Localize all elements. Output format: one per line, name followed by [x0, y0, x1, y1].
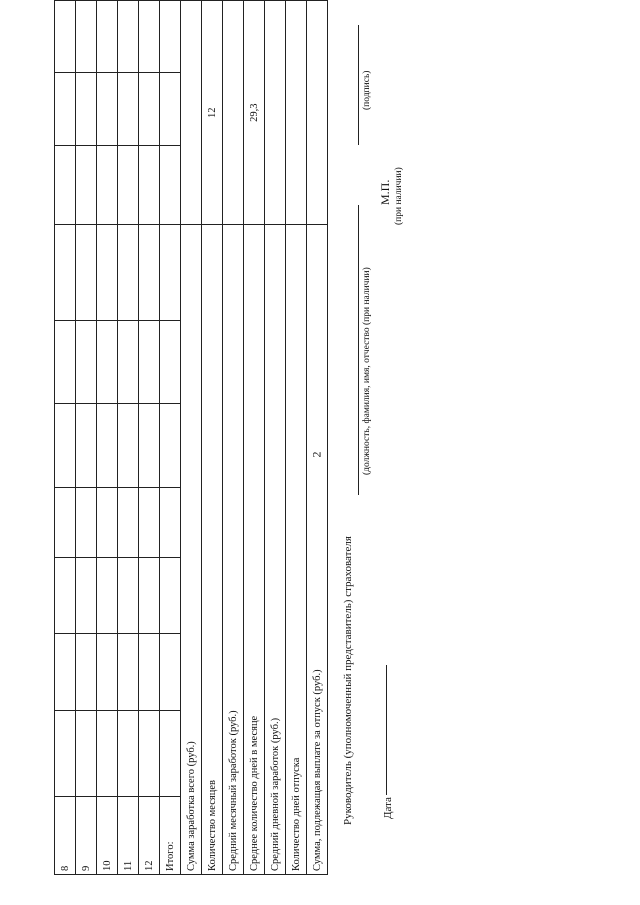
summary-value [286, 1, 307, 225]
summary-label: Средний дневной заработок (руб.) [265, 225, 286, 875]
summary-label: Сумма заработка всего (руб.) [181, 225, 202, 875]
summary-label: Средний месячный заработок (руб.) [223, 225, 244, 875]
month-cell: 8 [55, 796, 76, 874]
date-line [386, 665, 387, 795]
stamp-caption: (при наличии) [394, 167, 404, 225]
position-caption: (должность, фамилия, имя, отчество (при наличии) [362, 267, 372, 475]
month-cell: 11 [118, 796, 139, 874]
signature-caption: (подпись) [362, 70, 372, 110]
position-line [358, 205, 359, 495]
summary-value: 12 [202, 1, 223, 225]
total-row [160, 1, 181, 875]
summary-value [307, 1, 328, 225]
summary-label: Количество дней отпуска [286, 225, 307, 875]
summary-value [223, 1, 244, 225]
month-cell: 12 [139, 796, 160, 874]
earnings-table [54, 0, 328, 875]
summary-label: Среднее количество дней в месяце [244, 225, 265, 875]
signer-title: Руководитель (уполномоченный представитель) страхователя [342, 536, 354, 825]
summary-row [223, 1, 244, 875]
summary-row [265, 1, 286, 875]
summary-row [307, 1, 328, 875]
table-row [118, 1, 139, 875]
page-number: 2 [309, 451, 324, 458]
month-cell: 10 [97, 796, 118, 874]
summary-row [202, 1, 223, 875]
total-label: Итого: [160, 796, 181, 874]
stamp-label: М.П. [378, 179, 392, 205]
summary-row [286, 1, 307, 875]
signature-line [358, 25, 359, 145]
summary-row [244, 1, 265, 875]
table-row [97, 1, 118, 875]
table-row [139, 1, 160, 875]
summary-row [181, 1, 202, 875]
summary-value [181, 1, 202, 225]
table-row [55, 1, 76, 875]
month-cell: 9 [76, 796, 97, 874]
summary-label: Сумма, подлежащая выплате за отпуск (руб.) [307, 225, 328, 875]
summary-value: 29,3 [244, 1, 265, 225]
summary-label: Количество месяцев [202, 225, 223, 875]
summary-value [265, 1, 286, 225]
date-label: Дата [382, 797, 394, 819]
table-row [76, 1, 97, 875]
